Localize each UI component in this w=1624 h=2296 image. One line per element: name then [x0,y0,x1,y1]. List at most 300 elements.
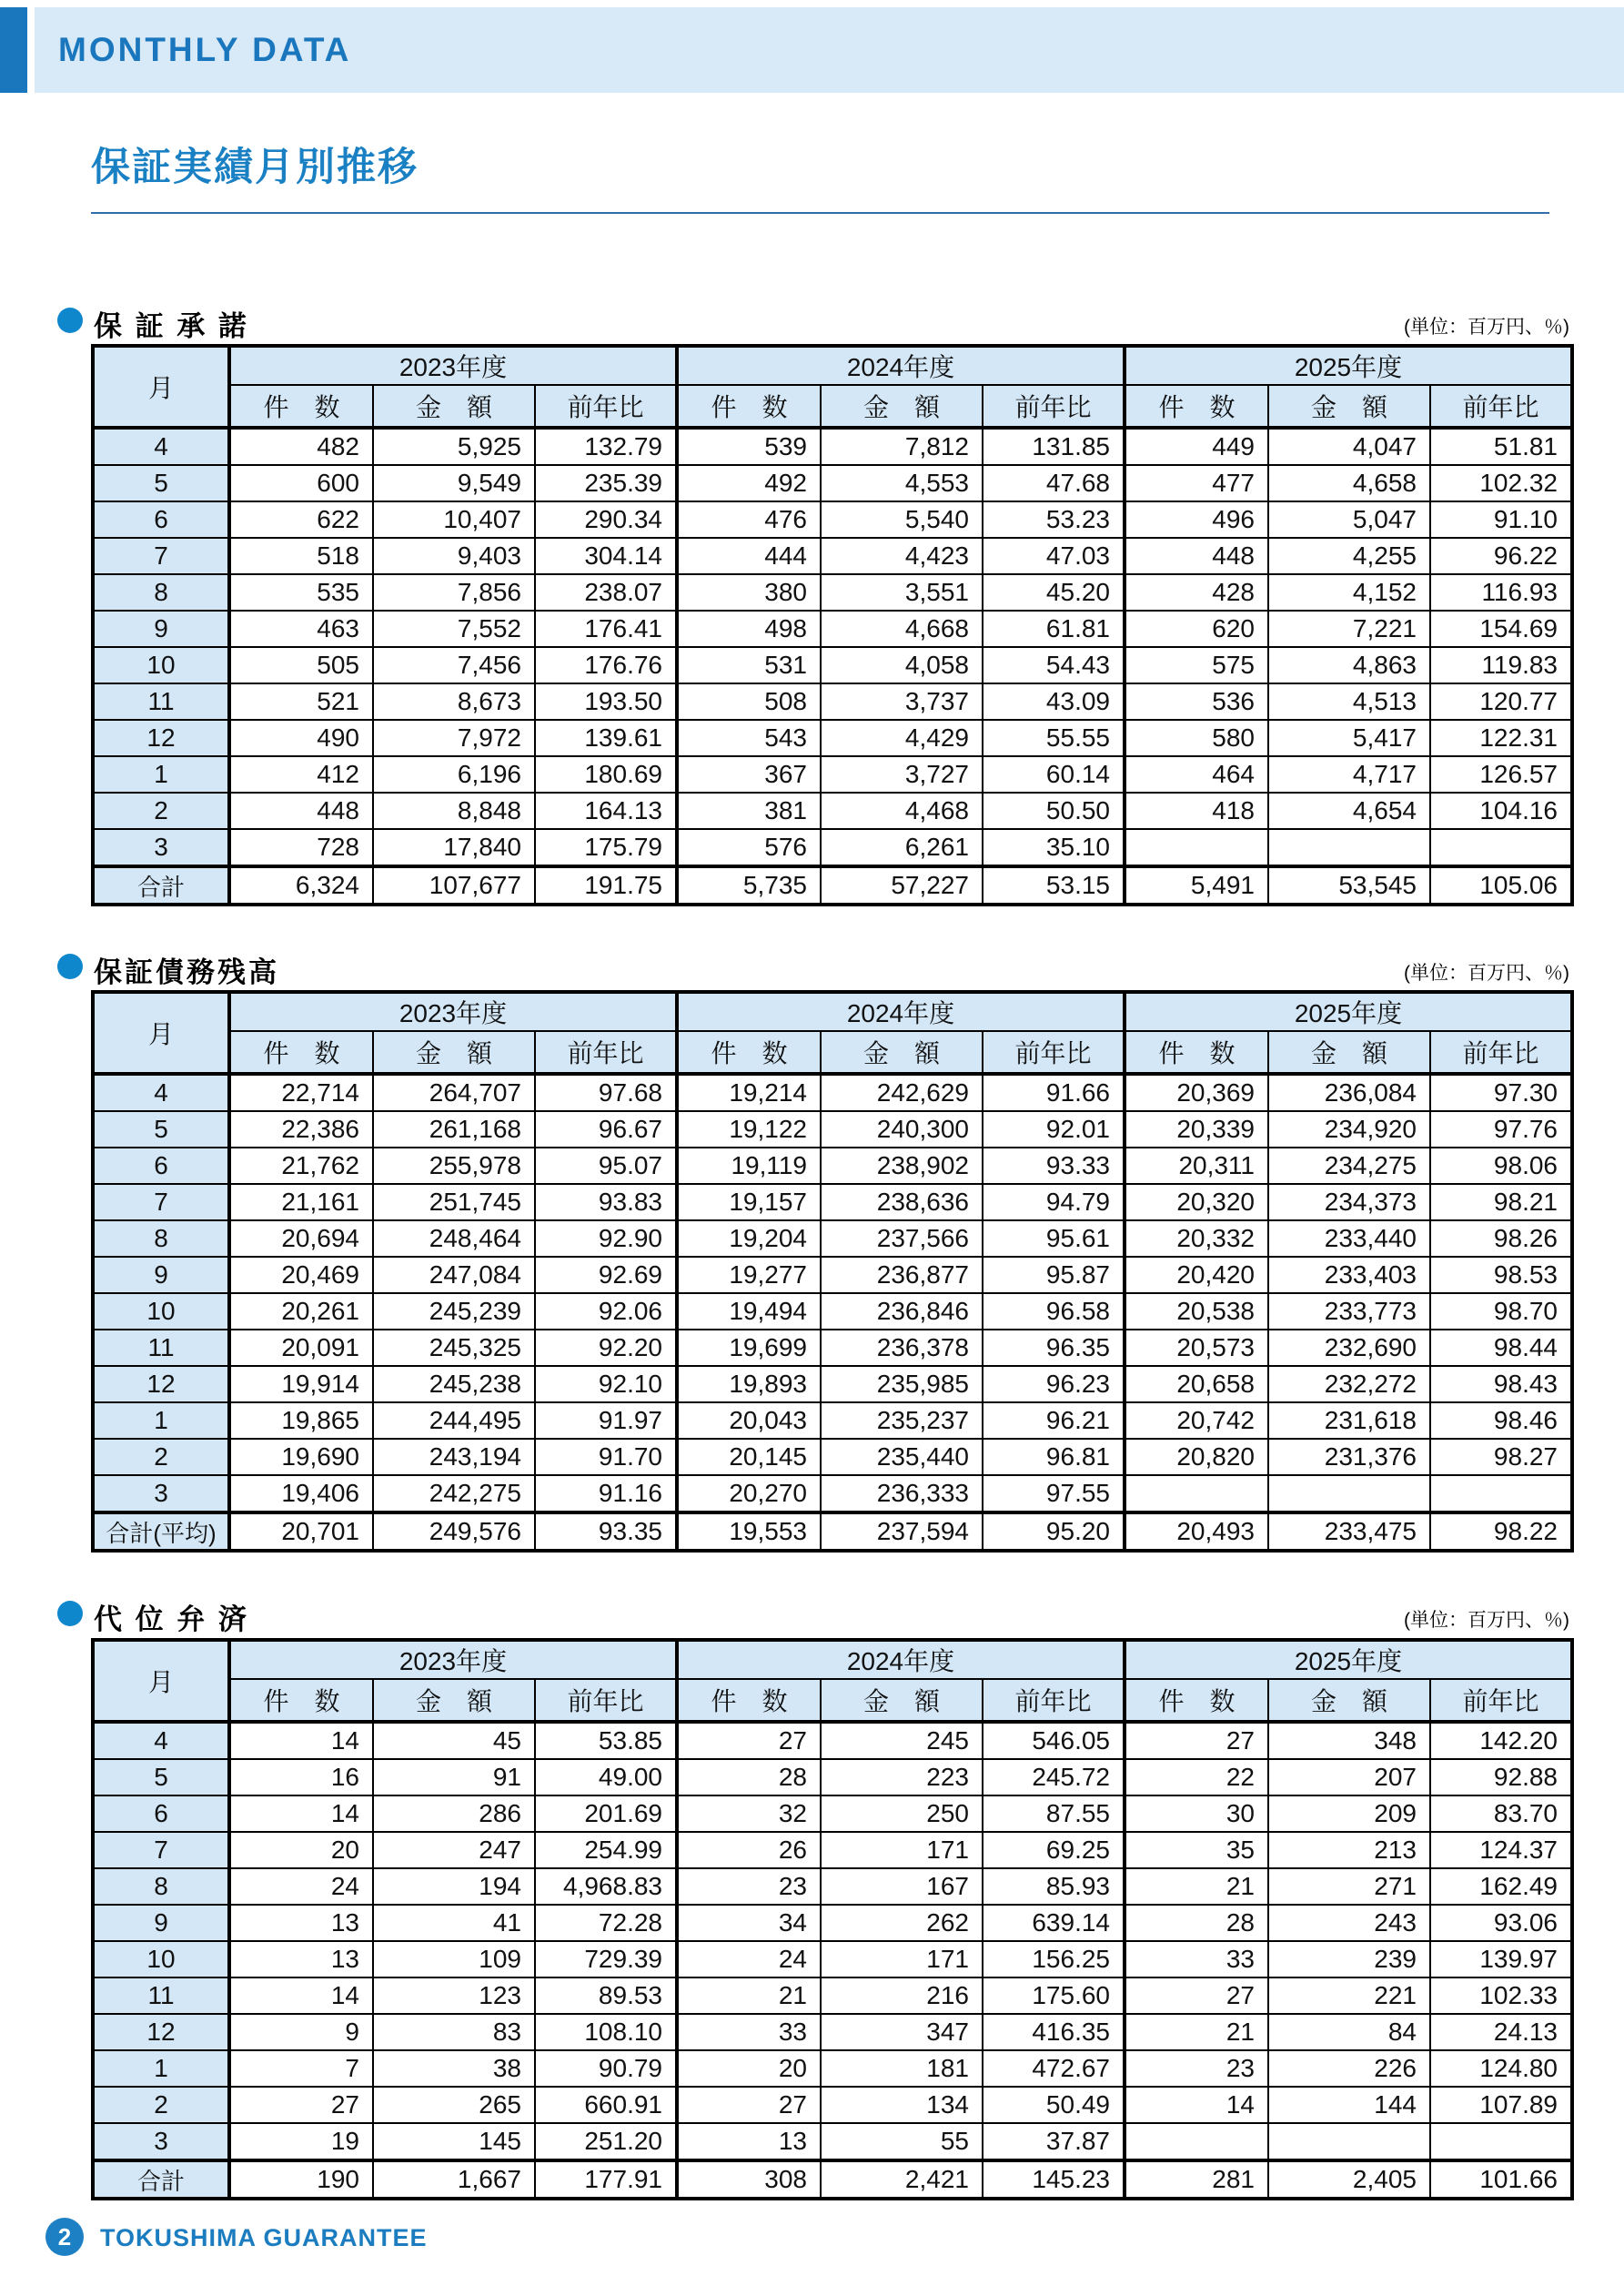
table-row [93,1868,1572,1905]
table-row [93,574,1572,611]
data-cell: 231,618 [1268,1402,1430,1439]
data-cell: 19,277 [677,1257,821,1293]
data-cell: 28 [1125,1905,1268,1941]
total-cell: 233,475 [1268,1512,1430,1551]
table-row [93,2050,1572,2087]
data-cell: 194 [373,1868,535,1905]
data-cell: 41 [373,1905,535,1941]
data-cell: 21 [1125,2014,1268,2050]
month-cell: 12 [93,1366,229,1402]
sub-header-row [93,1679,1572,1722]
data-cell: 93.33 [983,1148,1125,1184]
month-cell: 2 [93,2087,229,2123]
data-cell: 412 [229,756,373,793]
data-cell: 236,378 [821,1330,983,1366]
data-cell: 175.60 [983,1977,1125,2014]
data-cell: 347 [821,2014,983,2050]
data-cell: 51.81 [1430,428,1572,465]
data-cell: 4,658 [1268,465,1430,501]
col-header: 前年比 [983,385,1125,428]
month-column-header: 月 [93,992,229,1074]
data-cell: 5,047 [1268,501,1430,538]
data-cell: 139.61 [535,720,677,756]
table-row [93,501,1572,538]
data-cell: 19,157 [677,1184,821,1220]
data-cell: 156.25 [983,1941,1125,1977]
sub-header-row [93,385,1572,428]
data-cell: 3,551 [821,574,983,611]
data-cell: 49.00 [535,1759,677,1795]
data-cell: 60.14 [983,756,1125,793]
data-cell: 19,406 [229,1475,373,1512]
table-row [93,1832,1572,1868]
table-row [93,2014,1572,2050]
month-cell: 7 [93,1832,229,1868]
data-cell: 94.79 [983,1184,1125,1220]
data-cell: 23 [677,1868,821,1905]
data-cell: 201.69 [535,1795,677,1832]
month-cell: 8 [93,1220,229,1257]
data-cell: 24 [677,1941,821,1977]
data-cell: 123 [373,1977,535,2014]
data-cell: 233,440 [1268,1220,1430,1257]
table-row [93,611,1572,647]
unit-label: (単位：百万円、％) [1404,1610,1569,1631]
total-label: 合計(平均) [93,1512,229,1551]
data-cell: 7,221 [1268,611,1430,647]
data-cell: 242,275 [373,1475,535,1512]
data-cell: 47.03 [983,538,1125,574]
header-label: MONTHLY DATA [58,31,352,68]
table-row [93,1439,1572,1475]
data-cell: 3,737 [821,683,983,720]
data-cell: 7,552 [373,611,535,647]
col-header: 件 数 [229,385,373,428]
data-cell: 236,333 [821,1475,983,1512]
data-cell: 13 [229,1941,373,1977]
data-cell: 95.07 [535,1148,677,1184]
col-header: 件 数 [1125,385,1268,428]
table-row [93,1977,1572,2014]
data-cell: 729.39 [535,1941,677,1977]
data-cell: 14 [229,1977,373,2014]
total-cell: 57,227 [821,866,983,905]
month-cell: 10 [93,1293,229,1330]
data-cell: 19,494 [677,1293,821,1330]
total-cell: 249,576 [373,1512,535,1551]
col-header: 件 数 [229,1031,373,1074]
data-cell: 531 [677,647,821,683]
table-row [93,465,1572,501]
data-cell: 119.83 [1430,647,1572,683]
data-cell: 20,573 [1125,1330,1268,1366]
data-cell: 6,261 [821,829,983,866]
table-row [93,647,1572,683]
data-cell: 262 [821,1905,983,1941]
data-cell: 521 [229,683,373,720]
data-cell: 27 [1125,1722,1268,1759]
year-header: 2024年度 [677,992,1125,1031]
data-cell: 245,238 [373,1366,535,1402]
col-header: 金 額 [821,1679,983,1722]
data-cell: 16 [229,1759,373,1795]
data-cell: 4,468 [821,793,983,829]
data-cell: 247,084 [373,1257,535,1293]
data-cell: 21,762 [229,1148,373,1184]
monthly-table [91,1638,1574,2200]
col-header: 件 数 [1125,1031,1268,1074]
data-cell: 535 [229,574,373,611]
data-cell: 575 [1125,647,1268,683]
data-cell: 223 [821,1759,983,1795]
table-row [93,1148,1572,1184]
year-header: 2024年度 [677,346,1125,385]
data-cell: 50.49 [983,2087,1125,2123]
col-header: 前年比 [535,385,677,428]
data-cell: 34 [677,1905,821,1941]
section-title: 保証債務残高 [94,956,279,988]
data-cell: 91.70 [535,1439,677,1475]
data-cell: 6,196 [373,756,535,793]
col-header: 金 額 [821,1031,983,1074]
data-cell: 69.25 [983,1832,1125,1868]
data-cell: 124.80 [1430,2050,1572,2087]
col-header: 件 数 [229,1679,373,1722]
data-cell: 145 [373,2123,535,2160]
data-cell: 243,194 [373,1439,535,1475]
data-cell: 92.90 [535,1220,677,1257]
data-cell: 55 [821,2123,983,2160]
data-cell: 102.32 [1430,465,1572,501]
total-cell: 281 [1125,2160,1268,2199]
data-cell: 248,464 [373,1220,535,1257]
data-cell: 20,658 [1125,1366,1268,1402]
table-row [93,1257,1572,1293]
data-cell: 492 [677,465,821,501]
data-cell: 463 [229,611,373,647]
table-row [93,1220,1572,1257]
col-header: 件 数 [677,1679,821,1722]
table-row [93,756,1572,793]
data-cell: 91.66 [983,1074,1125,1111]
data-cell: 98.43 [1430,1366,1572,1402]
data-cell: 19,893 [677,1366,821,1402]
table-row [93,1759,1572,1795]
section-header [57,952,1569,988]
data-cell: 4,058 [821,647,983,683]
data-cell: 17,840 [373,829,535,866]
total-cell: 2,421 [821,2160,983,2199]
total-cell: 237,594 [821,1512,983,1551]
table-row [93,1941,1572,1977]
data-cell: 22,386 [229,1111,373,1148]
month-cell: 10 [93,1941,229,1977]
data-cell: 290.34 [535,501,677,538]
data-cell: 27 [229,2087,373,2123]
total-cell: 308 [677,2160,821,2199]
data-cell: 4,968.83 [535,1868,677,1905]
data-cell: 19 [229,2123,373,2160]
total-label: 合計 [93,2160,229,2199]
data-cell: 4,255 [1268,538,1430,574]
data-cell: 108.10 [535,2014,677,2050]
month-cell: 4 [93,428,229,465]
data-cell [1430,1475,1572,1512]
data-cell: 139.97 [1430,1941,1572,1977]
data-cell: 22,714 [229,1074,373,1111]
col-header: 前年比 [535,1031,677,1074]
data-cell: 91.97 [535,1402,677,1439]
table-row [93,2123,1572,2160]
data-cell: 7,856 [373,574,535,611]
data-cell: 43.09 [983,683,1125,720]
data-cell: 109 [373,1941,535,1977]
data-cell: 95.61 [983,1220,1125,1257]
total-cell: 191.75 [535,866,677,905]
unit-label: (単位：百万円、％) [1404,317,1569,338]
year-header: 2023年度 [229,1640,677,1679]
data-cell [1125,2123,1268,2160]
data-cell: 21,161 [229,1184,373,1220]
data-cell: 14 [229,1795,373,1832]
data-cell: 142.20 [1430,1722,1572,1759]
total-cell: 53.15 [983,866,1125,905]
data-cell: 508 [677,683,821,720]
data-cell: 233,403 [1268,1257,1430,1293]
data-cell: 416.35 [983,2014,1125,2050]
data-cell: 444 [677,538,821,574]
data-cell: 26 [677,1832,821,1868]
data-cell: 237,566 [821,1220,983,1257]
data-cell: 245,239 [373,1293,535,1330]
data-cell: 20,261 [229,1293,373,1330]
data-cell: 216 [821,1977,983,2014]
data-cell: 35 [1125,1832,1268,1868]
data-cell: 91.10 [1430,501,1572,538]
data-cell: 477 [1125,465,1268,501]
data-cell: 83.70 [1430,1795,1572,1832]
data-cell: 97.55 [983,1475,1125,1512]
table-row [93,1074,1572,1111]
total-row [93,866,1572,905]
data-cell: 32 [677,1795,821,1832]
table-row [93,1795,1572,1832]
data-cell: 245,325 [373,1330,535,1366]
data-cell: 96.21 [983,1402,1125,1439]
data-cell: 45 [373,1722,535,1759]
data-cell: 251.20 [535,2123,677,2160]
data-cell: 96.58 [983,1293,1125,1330]
data-cell: 207 [1268,1759,1430,1795]
data-cell: 5,925 [373,428,535,465]
table-row [93,1475,1572,1512]
data-cell: 4,668 [821,611,983,647]
data-cell: 50.50 [983,793,1125,829]
year-header-row [93,992,1572,1031]
data-cell: 21 [1125,1868,1268,1905]
data-cell [1125,1475,1268,1512]
monthly-table [91,990,1574,1553]
month-cell: 6 [93,1795,229,1832]
data-cell: 45.20 [983,574,1125,611]
table-row [93,793,1572,829]
col-header: 金 額 [373,385,535,428]
month-cell: 9 [93,1905,229,1941]
month-cell: 7 [93,538,229,574]
data-cell: 61.81 [983,611,1125,647]
data-cell: 265 [373,2087,535,2123]
year-header-row [93,346,1572,385]
data-cell: 236,084 [1268,1074,1430,1111]
data-cell: 19,690 [229,1439,373,1475]
col-header: 件 数 [1125,1679,1268,1722]
data-cell: 8,673 [373,683,535,720]
data-cell: 7 [229,2050,373,2087]
data-cell: 104.16 [1430,793,1572,829]
data-cell: 245 [821,1722,983,1759]
data-cell: 27 [1125,1977,1268,2014]
data-cell: 55.55 [983,720,1125,756]
data-cell: 181 [821,2050,983,2087]
data-cell: 154.69 [1430,611,1572,647]
data-cell: 9,403 [373,538,535,574]
month-cell: 7 [93,1184,229,1220]
data-cell: 4,717 [1268,756,1430,793]
data-cell: 482 [229,428,373,465]
data-cell: 4,047 [1268,428,1430,465]
data-cell: 33 [1125,1941,1268,1977]
col-header: 件 数 [677,385,821,428]
table-row [93,1722,1572,1759]
total-cell: 105.06 [1430,866,1572,905]
table-row [93,538,1572,574]
col-header: 金 額 [373,1679,535,1722]
data-cell: 238,902 [821,1148,983,1184]
data-cell: 428 [1125,574,1268,611]
data-cell: 92.06 [535,1293,677,1330]
data-cell: 14 [229,1722,373,1759]
data-cell: 536 [1125,683,1268,720]
total-cell: 19,553 [677,1512,821,1551]
data-cell: 5,417 [1268,720,1430,756]
sub-header-row [93,1031,1572,1074]
data-cell: 20,538 [1125,1293,1268,1330]
total-cell: 93.35 [535,1512,677,1551]
data-cell: 98.27 [1430,1439,1572,1475]
monthly-table [91,344,1574,906]
data-cell: 19,122 [677,1111,821,1148]
data-cell: 98.44 [1430,1330,1572,1366]
data-cell: 639.14 [983,1905,1125,1941]
table-row [93,683,1572,720]
total-cell: 53,545 [1268,866,1430,905]
data-cell: 490 [229,720,373,756]
table-section [91,1638,1574,2200]
data-cell: 96.67 [535,1111,677,1148]
year-header: 2023年度 [229,992,677,1031]
section-header [57,1599,1569,1635]
year-header: 2025年度 [1125,346,1572,385]
data-cell: 144 [1268,2087,1430,2123]
month-cell: 4 [93,1074,229,1111]
data-cell: 92.88 [1430,1759,1572,1795]
section-title: 代 位 弁 済 [94,1603,249,1635]
data-cell: 576 [677,829,821,866]
data-cell: 449 [1125,428,1268,465]
data-cell [1268,2123,1430,2160]
month-cell: 6 [93,501,229,538]
section-bullet-icon [57,954,83,979]
data-cell: 4,513 [1268,683,1430,720]
data-cell: 7,456 [373,647,535,683]
page-number-badge: 2 [45,2218,84,2256]
data-cell: 9,549 [373,465,535,501]
total-cell: 107,677 [373,866,535,905]
data-cell: 162.49 [1430,1868,1572,1905]
data-cell: 518 [229,538,373,574]
table-row [93,1402,1572,1439]
data-cell: 3,727 [821,756,983,793]
data-cell: 209 [1268,1795,1430,1832]
table-row [93,1905,1572,1941]
data-cell: 235,985 [821,1366,983,1402]
data-cell: 20,820 [1125,1439,1268,1475]
data-cell: 19,214 [677,1074,821,1111]
month-cell: 9 [93,1257,229,1293]
section-bullet-icon [57,308,83,333]
total-cell: 6,324 [229,866,373,905]
data-cell: 193.50 [535,683,677,720]
data-cell: 236,846 [821,1293,983,1330]
data-cell: 20,742 [1125,1402,1268,1439]
data-cell: 96.81 [983,1439,1125,1475]
data-cell: 116.93 [1430,574,1572,611]
data-cell: 92.69 [535,1257,677,1293]
data-cell: 476 [677,501,821,538]
data-cell: 496 [1125,501,1268,538]
data-cell: 13 [677,2123,821,2160]
col-header: 前年比 [1430,1031,1572,1074]
data-cell: 380 [677,574,821,611]
data-cell: 367 [677,756,821,793]
data-cell: 464 [1125,756,1268,793]
data-cell: 498 [677,611,821,647]
data-cell: 21 [677,1977,821,2014]
month-cell: 2 [93,1439,229,1475]
data-cell: 35.10 [983,829,1125,866]
data-cell: 247 [373,1832,535,1868]
table-row [93,1330,1572,1366]
data-cell: 132.79 [535,428,677,465]
month-cell: 8 [93,1868,229,1905]
data-cell: 505 [229,647,373,683]
month-cell: 1 [93,1402,229,1439]
data-cell: 232,690 [1268,1330,1430,1366]
data-cell: 20,270 [677,1475,821,1512]
data-cell: 235,440 [821,1439,983,1475]
data-cell: 24.13 [1430,2014,1572,2050]
table-section [91,990,1574,1553]
data-cell: 47.68 [983,465,1125,501]
month-cell: 6 [93,1148,229,1184]
data-cell: 20,091 [229,1330,373,1366]
data-cell: 4,654 [1268,793,1430,829]
data-cell: 236,877 [821,1257,983,1293]
section-header [57,306,1569,342]
col-header: 前年比 [535,1679,677,1722]
data-cell: 95.87 [983,1257,1125,1293]
data-cell: 254.99 [535,1832,677,1868]
